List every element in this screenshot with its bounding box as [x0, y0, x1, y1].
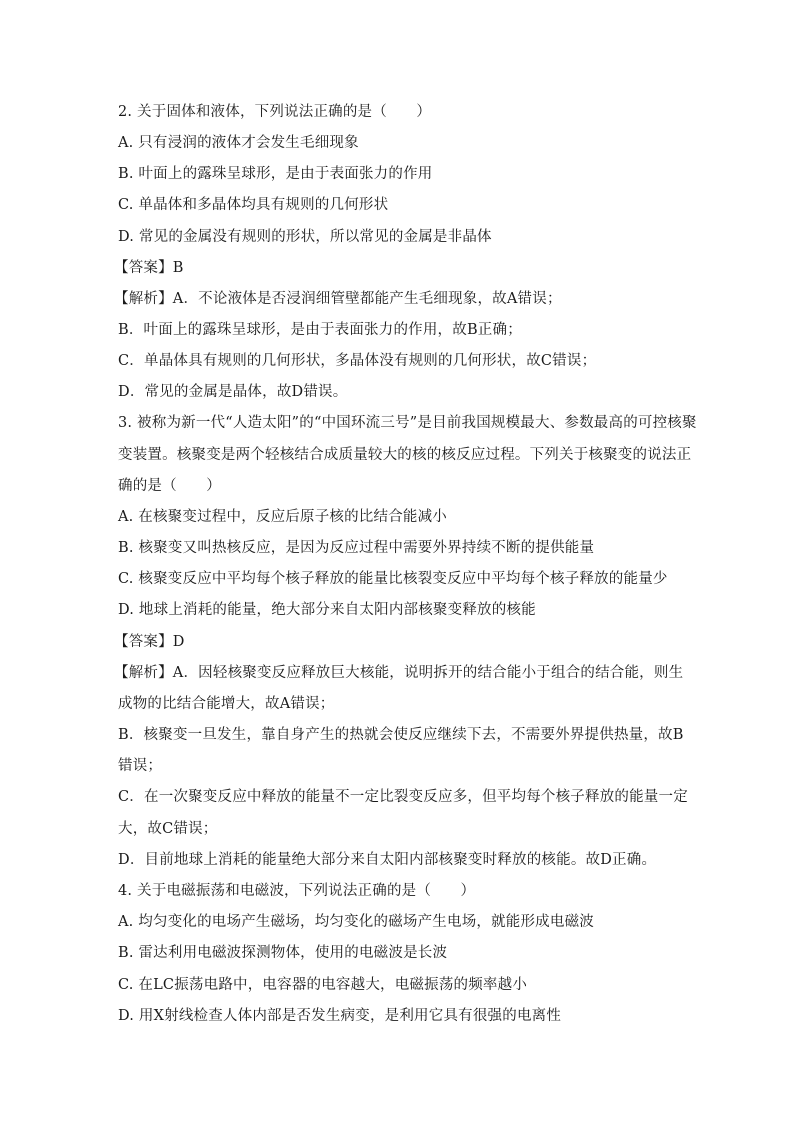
question-2-analysis-line: C．单晶体具有规则的几何形状，多晶体没有规则的几何形状，故C错误；	[118, 353, 597, 369]
question-2-answer: 【答案】B	[114, 260, 184, 276]
question-2-analysis: 【解析】A．不论液体是否浸润细管壁都能产生毛细现象，故A错误；	[114, 291, 562, 307]
question-3-stem: 3. 被称为新一代“人造太阳”的“中国环流三号”是目前我国规模最大、参数最高的可控核聚	[118, 415, 697, 431]
question-3-option-d: D. 地球上消耗的能量，绝大部分来自太阳内部核聚变释放的核能	[118, 602, 536, 618]
question-3-option-b: B. 核聚变又叫热核反应，是因为反应过程中需要外界持续不断的提供能量	[118, 540, 595, 556]
question-2-option-d: D. 常见的金属没有规则的形状，所以常见的金属是非晶体	[118, 229, 492, 245]
question-3-analysis-line: 错误；	[118, 758, 163, 774]
question-2-option-a: A. 只有浸润的液体才会发生毛细现象	[118, 135, 359, 151]
question-4-option-d: D. 用X射线检查人体内部是否发生病变，是利用它具有很强的电离性	[118, 1008, 562, 1024]
question-3-answer: 【答案】D	[114, 634, 185, 650]
question-2-stem: 2. 关于固体和液体，下列说法正确的是（ ）	[118, 104, 432, 120]
question-3-analysis: 【解析】A．因轻核聚变反应释放巨大核能，说明拆开的结合能小于组合的结合能，则生	[114, 665, 684, 681]
question-3-stem-line: 确的是（ ）	[118, 478, 221, 494]
question-2-analysis-line: D．常见的金属是晶体，故D错误。	[118, 384, 348, 400]
question-3-analysis-line: B．核聚变一旦发生，靠自身产生的热就会使反应继续下去，不需要外界提供热量，故B	[118, 727, 684, 743]
question-3-stem-line: 变装置。核聚变是两个轻核结合成质量较大的核的核反应过程。下列关于核聚变的说法正	[118, 447, 692, 463]
question-3-analysis-line: C．在一次聚变反应中释放的能量不一定比裂变反应多，但平均每个核子释放的能量一定	[118, 789, 688, 805]
question-4-option-c: C. 在LC振荡电路中，电容器的电容越大，电磁振荡的频率越小	[118, 977, 528, 993]
question-3-analysis-line: D．目前地球上消耗的能量绝大部分来自太阳内部核聚变时释放的核能。故D正确。	[118, 852, 657, 868]
question-4-option-a: A. 均匀变化的电场产生磁场，均匀变化的磁场产生电场，就能形成电磁波	[118, 914, 594, 930]
question-3-option-c: C. 核聚变反应中平均每个核子释放的能量比核裂变反应中平均每个核子释放的能量少	[118, 571, 668, 587]
question-3-analysis-line: 成物的比结合能增大，故A错误；	[118, 696, 335, 712]
question-2-option-b: B. 叶面上的露珠呈球形，是由于表面张力的作用	[118, 166, 433, 182]
question-2-analysis-line: B．叶面上的露珠呈球形，是由于表面张力的作用，故B正确；	[118, 322, 522, 338]
question-4-stem: 4. 关于电磁振荡和电磁波，下列说法正确的是（ ）	[118, 883, 476, 899]
question-4-option-b: B. 雷达利用电磁波探测物体，使用的电磁波是长波	[118, 945, 448, 961]
question-3-analysis-line: 大，故C错误；	[118, 821, 218, 837]
question-2-option-c: C. 单晶体和多晶体均具有规则的几何形状	[118, 197, 389, 213]
question-3-option-a: A. 在核聚变过程中，反应后原子核的比结合能减小	[118, 509, 447, 525]
